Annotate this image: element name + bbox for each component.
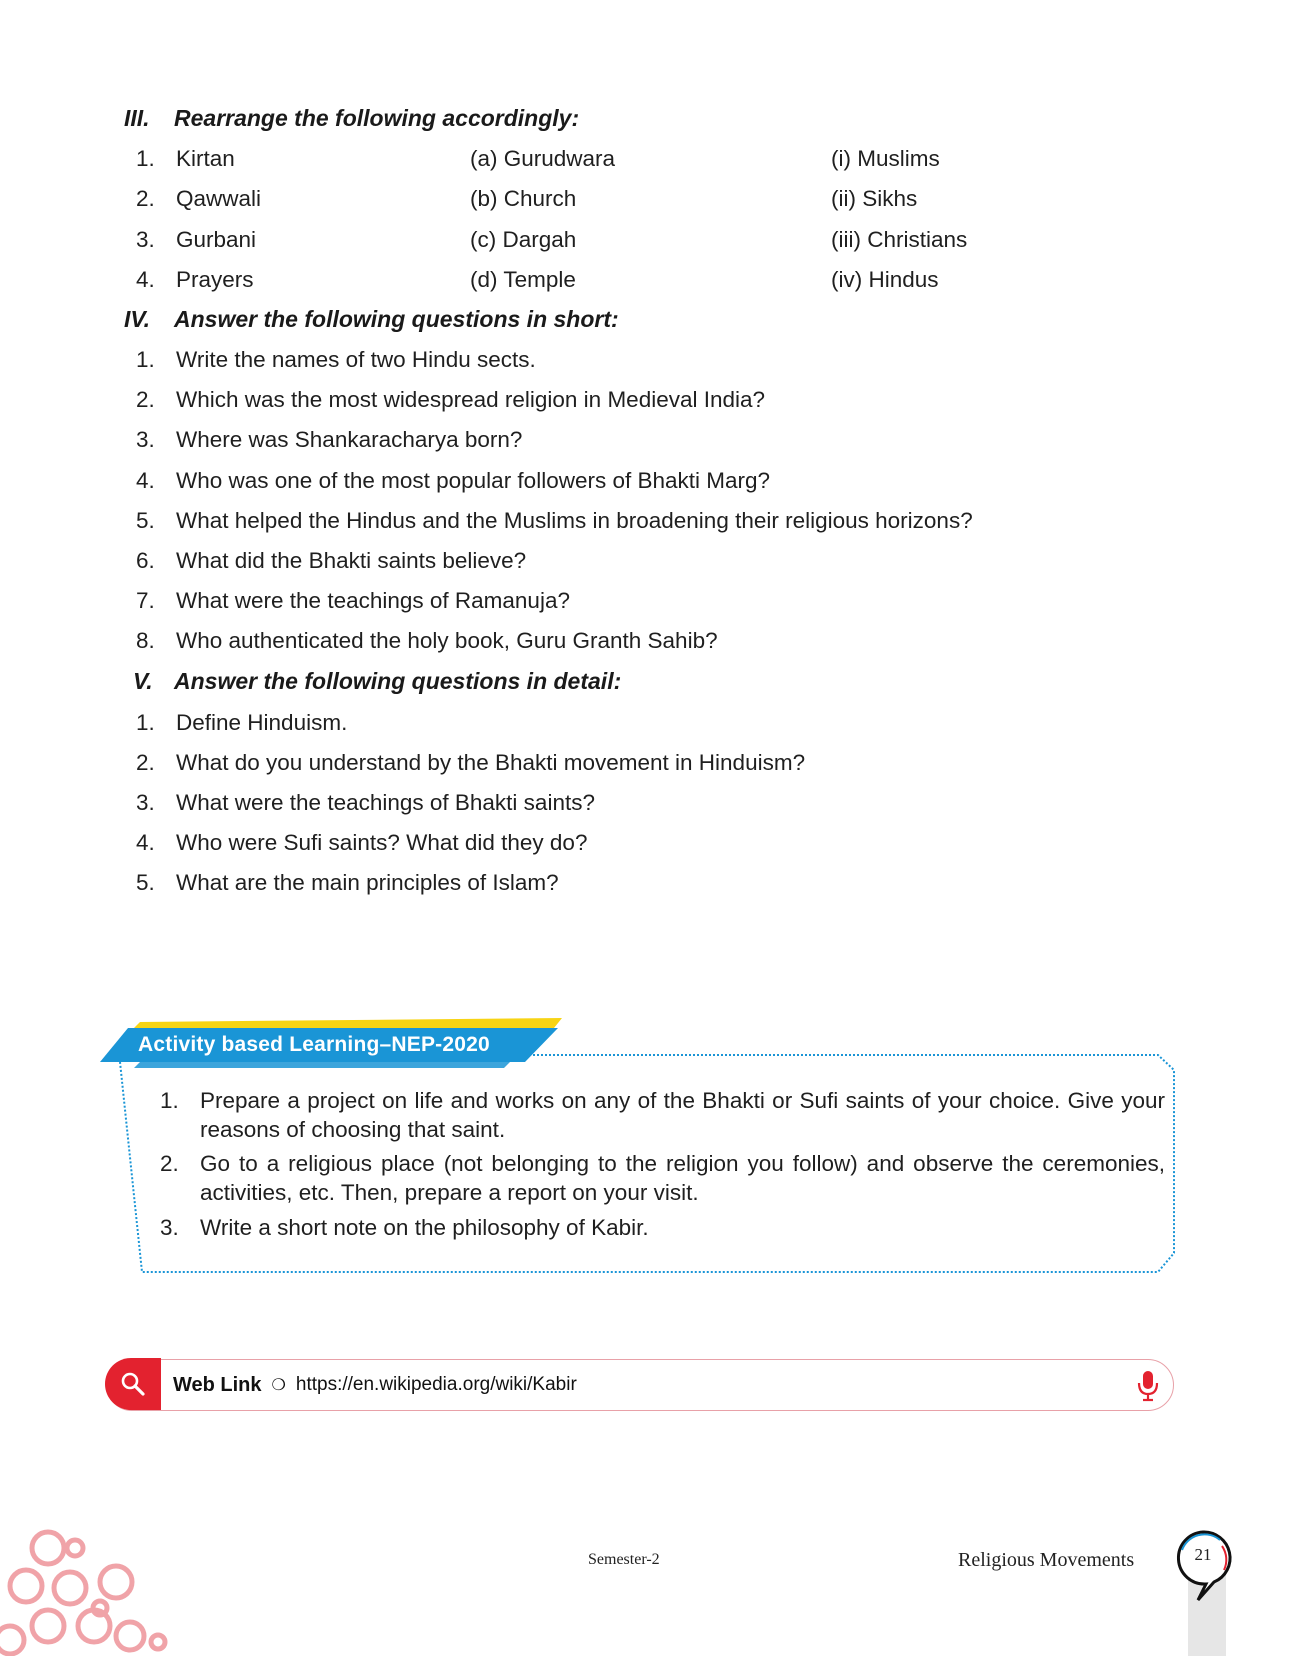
web-link-label: Web Link [173, 1373, 262, 1396]
list-item: 3. What were the teachings of Bhakti saints? [136, 790, 595, 815]
row-community: (ii) Sikhs [831, 186, 918, 211]
microphone-icon [1137, 1370, 1159, 1407]
row-item: Kirtan [176, 146, 235, 171]
search-icon [105, 1358, 161, 1410]
list-item: 7. What were the teachings of Ramanuja? [136, 588, 570, 613]
section-5-number: V. [133, 668, 153, 694]
row-community: (iv) Hindus [831, 267, 939, 292]
footer-semester: Semester-2 [588, 1551, 660, 1568]
row-place: (d) Temple [470, 267, 576, 292]
list-item: 2. Go to a religious place (not belonging to the religion you follow) and observe the ceremonies, activities, etc. Then, prepare a report on your visit. [160, 1151, 1165, 1205]
list-item: 3. Where was Shankaracharya born? [136, 427, 523, 452]
web-link-bar [106, 1359, 1174, 1411]
list-item: 1. Write the names of two Hindu sects. [136, 347, 536, 372]
row-item: Qawwali [176, 186, 262, 211]
row-place: (c) Dargah [470, 227, 577, 252]
section-5-heading [133, 668, 621, 695]
row-community: (iii) Christians [831, 227, 968, 252]
row-item: Gurbani [176, 227, 257, 252]
list-item: 5. What helped the Hindus and the Muslims in broadening their religious horizons? [136, 508, 973, 533]
blue-banner-underline [134, 1062, 510, 1068]
row-item: Prayers [176, 267, 254, 292]
section-4-title: Answer the following questions in short: [174, 306, 619, 332]
activity-title: Activity based Learning–NEP-2020 [138, 1033, 490, 1056]
section-5-title: Answer the following questions in detail: [174, 668, 622, 694]
list-item: 6. What did the Bhakti saints believe? [136, 548, 527, 573]
list-item: 5. What are the main principles of Islam? [136, 870, 559, 895]
section-4-heading [124, 306, 619, 333]
row-number: 4. [136, 267, 155, 292]
page-number: 21 [1194, 1545, 1212, 1564]
list-item: 8. Who authenticated the holy book, Guru Granth Sahib? [136, 628, 718, 653]
section-3-number: III. [124, 105, 150, 131]
list-item: 4. Who was one of the most popular followers of Bhakti Marg? [136, 468, 771, 493]
row-number: 1. [136, 146, 155, 171]
list-item: 2. What do you understand by the Bhakti movement in Hinduism? [136, 750, 806, 775]
row-number: 3. [136, 227, 155, 252]
list-item: 3. Write a short note on the philosophy of Kabir. [160, 1215, 649, 1240]
molecule-decoration [0, 1520, 180, 1656]
section-3-heading [124, 105, 579, 132]
row-community: (i) Muslims [831, 146, 940, 171]
section-3-title: Rearrange the following accordingly: [174, 105, 580, 131]
list-item: 1. Prepare a project on life and works on any of the Bhakti or Sufi saints of your choice. Give your reasons of choosing that saint. [160, 1088, 1165, 1142]
bullet-icon: ❍ [271, 1377, 286, 1394]
footer-chapter-title: Religious Movements [958, 1549, 1135, 1571]
list-item: 4. Who were Sufi saints? What did they do? [136, 830, 588, 855]
list-item: 2. Which was the most widespread religion in Medieval India? [136, 387, 766, 412]
row-place: (a) Gurudwara [470, 146, 616, 171]
row-place: (b) Church [470, 186, 577, 211]
web-link-url[interactable]: https://en.wikipedia.org/wiki/Kabir [295, 1374, 577, 1395]
section-4-number: IV. [124, 306, 151, 332]
list-item: 1. Define Hinduism. [136, 710, 348, 735]
row-number: 2. [136, 186, 155, 211]
